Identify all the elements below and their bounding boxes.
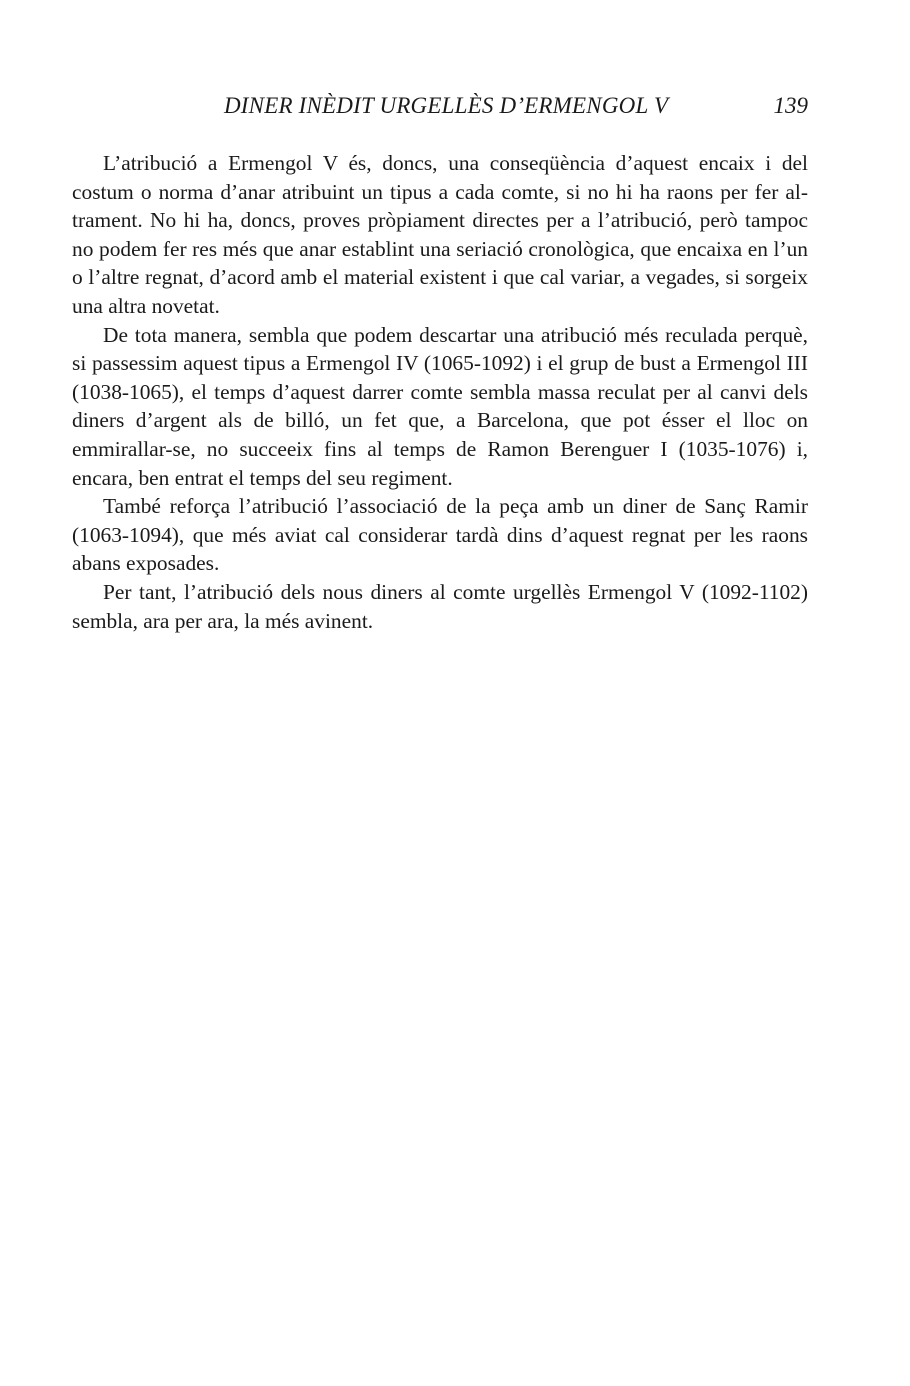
paragraph: L’atribució a Ermengol V és, doncs, una conseqüència d’aquest encaix i del costum o norma d’anar atribuint un tipus a cada comte, si no hi ha raons per fer altrament. No hi ha, doncs, proves pròpiament directes per a l’atribució, però tampoc no podem fer res més que anar establint una seriació cronològica, que encaixa en l’un o l’altre regnat, d’acord amb el material existent i que cal variar, a vegades, si sorgeix una altra novetat. (72, 151, 808, 318)
paragraph: També reforça l’atribució l’associació de la peça amb un diner de Sanç Ramir (1063-1094), que més aviat cal considerar tardà dins d’aquest regnat per les raons abans exposades. (72, 494, 808, 576)
page-number: 139 (773, 93, 808, 118)
running-head (72, 93, 808, 125)
paragraph: De tota manera, sembla que podem descartar una atribució més reculada perquè, si passessim aquest tipus a Ermengol IV (1065-1092) i el grup de bust a Ermengol III (1038-1065), el temps d’aquest darrer comte sembla massa reculat per al canvi dels diners d’argent als de billó, un fet que, a Barcelona, que pot ésser el lloc on emmirallar-se, no succeeix fins al temps de Ramon Berenguer I (1035-1076) i, encara, ben entrat el temps del seu regiment. (72, 322, 808, 490)
body-text (72, 149, 808, 635)
paragraph: Per tant, l’atribució dels nous diners al comte urgellès Ermengol V (1092-1102) sembla, ara per ara, la més avinent. (72, 579, 808, 633)
running-title: DINER INÈDIT URGELLÈS D’ERMENGOL V (224, 93, 669, 118)
